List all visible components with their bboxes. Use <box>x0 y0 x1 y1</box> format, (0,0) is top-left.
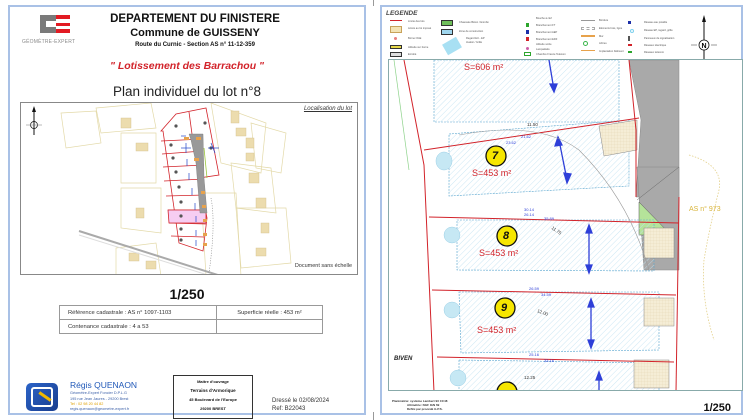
owner-address: 45 Boulevard de l'Europe <box>189 397 237 402</box>
aep-icon <box>526 30 529 34</box>
lot8-surface: S=453 m² <box>479 248 519 258</box>
water-icon <box>628 21 631 24</box>
department-title: DEPARTEMENT DU FINISTERE <box>110 13 280 25</box>
owner-city: 29200 BREST <box>200 406 226 411</box>
enrobe-icon <box>390 52 402 57</box>
bois-icon <box>581 27 595 30</box>
divider <box>373 412 374 420</box>
ft-icon <box>526 23 529 27</box>
firm-logo-icon <box>26 383 58 411</box>
legend-title: LEGENDE <box>386 10 418 17</box>
north-arrow-icon <box>689 15 719 59</box>
firm-name: Régis QUENAON <box>70 380 138 390</box>
borne-icon <box>394 37 397 40</box>
electric-icon <box>628 44 632 46</box>
building-icon <box>581 50 595 51</box>
access-icon <box>390 26 402 33</box>
route-section: Route du Curnic - Section AS n° 11-12-359 <box>135 42 255 48</box>
svg-text:N: N <box>701 43 707 50</box>
plan-footer: Planimétrie: système Lambert 93 CC48 Altimétrie: NGF IGN 69 Défini par procédé G.P.S. <box>392 399 448 411</box>
bordure-icon <box>581 20 595 21</box>
chaussee-icon <box>441 20 453 26</box>
neighbour-label: BIVEN <box>394 356 413 362</box>
no-scale-note: Document sans échelle <box>294 263 352 269</box>
scale-label: 1/250 <box>703 402 731 414</box>
lot-number-9: 9 <box>501 302 508 314</box>
ft-chamber-icon <box>524 52 531 56</box>
lotissement-name: " Lotissement des Barrachou " <box>109 60 265 72</box>
location-map <box>20 102 358 275</box>
parcel-label: AS n° 973 <box>689 206 721 213</box>
lot-plan-drawing <box>389 60 743 391</box>
lamp-icon <box>526 47 529 50</box>
owner-name: Terrains d'Armorique <box>190 388 236 393</box>
tree-icon <box>583 41 588 46</box>
commune-title: Commune de GUISSENY <box>130 27 260 39</box>
drawn-date: Dressé le 02/08/2024 <box>272 398 330 404</box>
cadastral-contenance: Contenance cadastrale : 4 a 53 <box>60 320 217 334</box>
cover-page <box>8 5 366 415</box>
wall-icon <box>581 35 595 37</box>
location-map-drawing <box>21 103 358 275</box>
page-title: Plan individuel du lot n°8 <box>113 84 261 99</box>
edf-icon <box>526 37 529 41</box>
north-arrow-icon <box>26 106 42 135</box>
geometre-expert-logo: GÉOMÈTRE-EXPERT <box>22 13 92 49</box>
owner-heading: Maitre d'ouvrage <box>197 379 229 384</box>
owner-box <box>173 375 253 419</box>
plan-page <box>380 5 743 415</box>
signal-icon <box>628 36 630 41</box>
ep-icon <box>630 29 634 33</box>
location-label: Localisation du lot <box>303 106 352 112</box>
cadastral-reference: Référence cadastrale : AS n° 1097-1103 <box>60 306 217 320</box>
altitude-icon <box>390 45 402 49</box>
firm-email[interactable]: regis.quenaon@geometre-expert.fr <box>70 407 130 411</box>
legend: LEGENDE Limite des lots Accès au lot imposé Borne OGE Altitude sur borne Enrobé Chaussée Béton / Enrobé Zone de construction Regard EU - EP Avaloir / Grille Bouche à clef Branchement FT Branchement AEP Branchement EDF Altitude voirie Lampadaire Chambre France Telecom Bordure Eléments bois, ligne Mur Arbres Implantation bâtiment Réseau eau potable Réseau EP, regard, grille Panneaux de signalisation Réseaux électrique Réseaux telecom <box>386 10 675 56</box>
empty-cell <box>216 320 322 334</box>
lot6-surface: S=606 m² <box>464 62 504 72</box>
lot-number-7: 7 <box>492 150 499 162</box>
telecom-icon <box>628 51 632 53</box>
firm-title: Géomètre-Expert Foncier D.P.L.G <box>70 391 127 395</box>
lot-limit-icon <box>390 20 402 21</box>
lot9-surface: S=453 m² <box>477 325 517 335</box>
date-ref <box>272 397 329 413</box>
firm-address: 195 rue Jean Jaures - 29200 Brest <box>70 397 129 401</box>
firm-phone: Tel : 02 98 20 44 82 <box>70 402 104 406</box>
reference-number: Ref: B22043 <box>272 406 306 412</box>
divider <box>373 0 374 6</box>
regard-icon <box>442 37 462 55</box>
lot-plan: S=606 m² 7 S=453 m² 8 S=453 m² 9 S=453 m² AS n° 973 BIVEN 11.50 21.62 23.62 30.14 26.14 35.89 11.75 26.59 34.59 12.00 25.16 33.16 12.25 <box>388 59 743 391</box>
scale-label: 1/250 <box>169 286 205 302</box>
real-surface: Superficie réelle : 453 m² <box>216 306 322 320</box>
construction-zone-icon <box>441 29 453 35</box>
lot7-surface: S=453 m² <box>472 168 512 178</box>
lot-number-8: 8 <box>503 230 510 242</box>
cadastre-table <box>59 305 323 334</box>
